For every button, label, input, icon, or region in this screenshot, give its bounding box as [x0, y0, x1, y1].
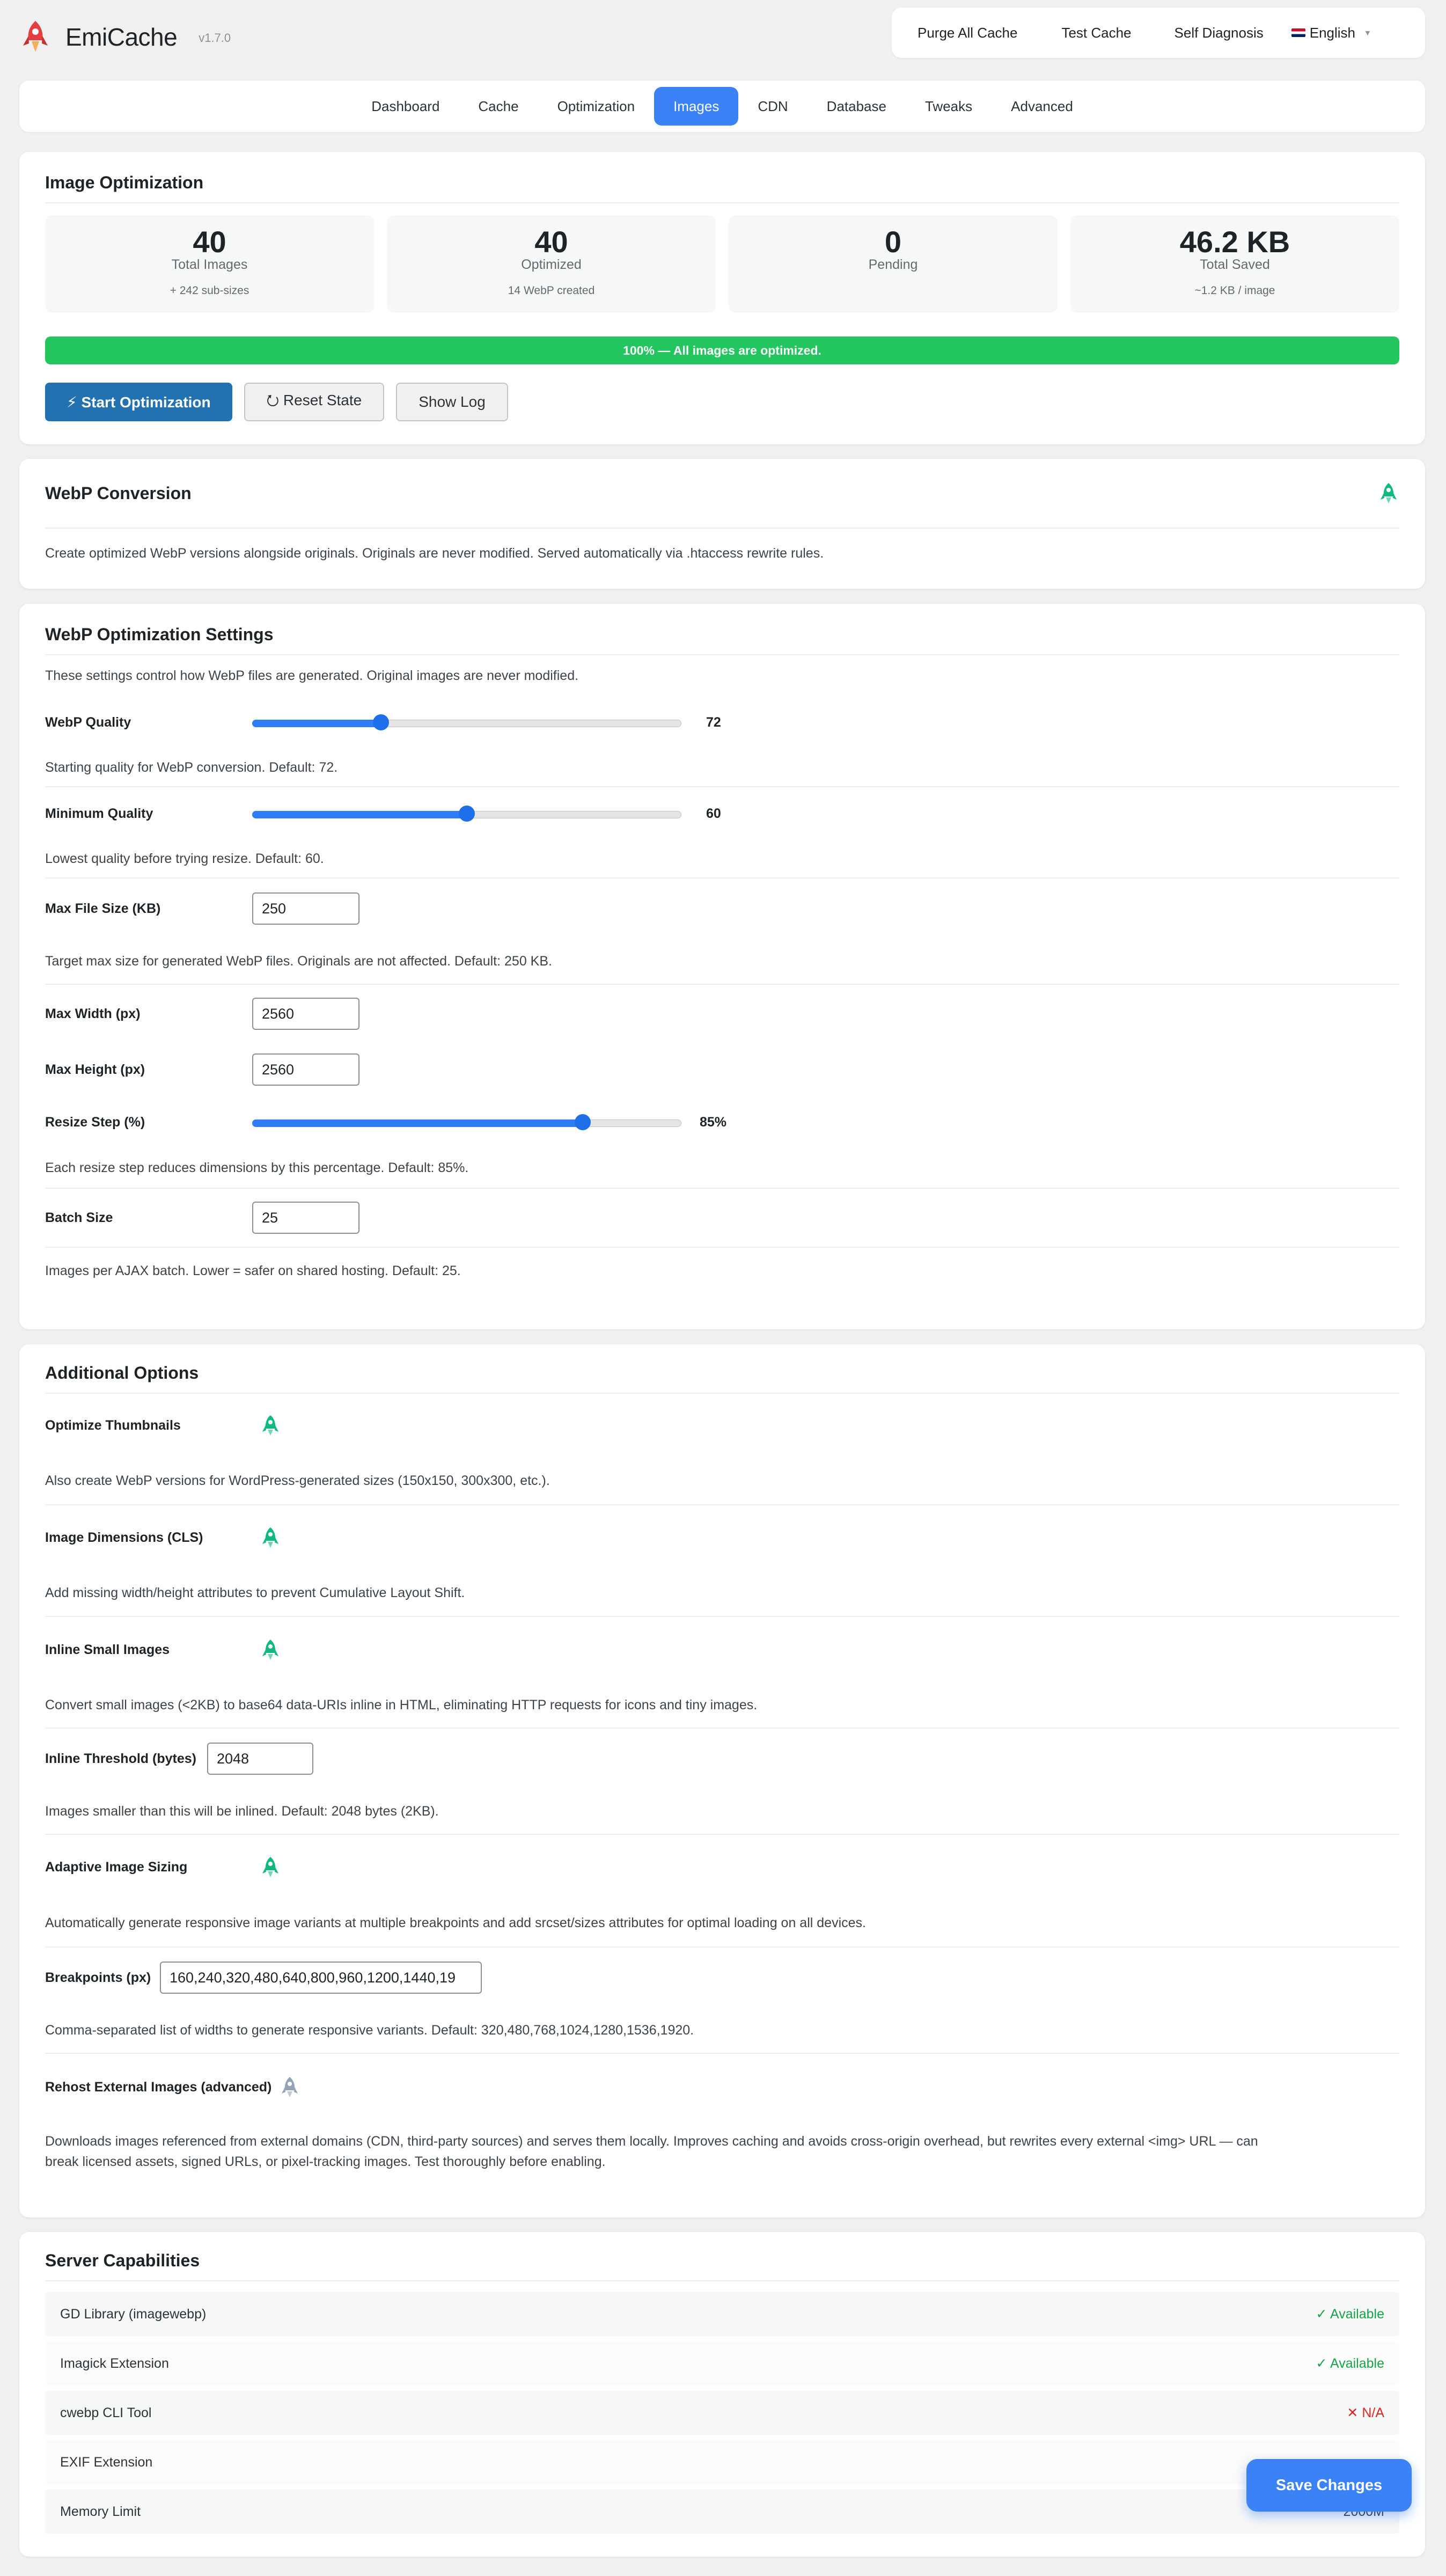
setting-description [45, 2120, 1399, 2172]
webp-quality-slider[interactable] [252, 718, 681, 727]
webp-quality-row [45, 696, 1399, 749]
reset-state-button[interactable]: ⭮ Reset State [244, 383, 385, 421]
stat-label: Optimized [521, 257, 582, 272]
optimization-actions [45, 383, 1399, 421]
stat-sub: + 242 sub-sizes [170, 284, 249, 297]
capability-status: ✓ Available [1316, 2356, 1384, 2371]
max-width-input[interactable]: 2560 [252, 998, 359, 1030]
setting-description: Target max size for generated WebP files. Originals are not affected. Default: 250 KB. [45, 939, 1399, 985]
min-quality-slider[interactable] [252, 809, 681, 818]
stat-value: 0 [884, 225, 902, 259]
slider-fill [252, 720, 381, 727]
stat-total-saved [1070, 215, 1399, 313]
resize-step-slider[interactable] [252, 1117, 681, 1127]
setting-description: Each resize step reduces dimensions by this percentage. Default: 85%. [45, 1148, 1399, 1189]
top-bar [19, 8, 1425, 67]
breakpoints-input[interactable]: 160,240,320,480,640,800,960,1200,1440,19 [160, 1962, 482, 1994]
capability-status: ✓ Available [1316, 2307, 1384, 2322]
resize-step-row [45, 1096, 1399, 1148]
inline-small-images-row [45, 1617, 1399, 1682]
brand [19, 18, 231, 56]
stat-value: 40 [534, 225, 568, 259]
setting-description: Add missing width/height attributes to prevent Cumulative Layout Shift. [45, 1570, 1399, 1617]
additional-options-card [19, 1344, 1425, 2218]
card-header [45, 152, 1399, 203]
setting-label: Rehost External Images (advanced) [45, 2079, 272, 2095]
save-changes-button[interactable]: Save Changes [1246, 2459, 1412, 2512]
setting-description: Automatically generate responsive image variants at multiple breakpoints and add srcset/sizes attributes for optimal loading on all devices. [45, 1899, 1399, 1948]
tab-advanced[interactable]: Advanced [1011, 98, 1073, 114]
breakpoints-row [45, 1948, 1399, 2008]
tab-tweaks[interactable]: Tweaks [924, 98, 973, 114]
card-title: WebP Conversion [45, 483, 192, 503]
card-title: Additional Options [45, 1363, 199, 1382]
setting-label: Image Dimensions (CLS) [45, 1529, 203, 1545]
setting-label: Max Width (px) [45, 1006, 141, 1021]
adaptive-image-sizing-toggle[interactable] [260, 1855, 281, 1879]
batch-size-row [45, 1189, 1399, 1248]
setting-label: Adaptive Image Sizing [45, 1859, 188, 1875]
batch-size-input[interactable]: 25 [252, 1202, 359, 1234]
optimize-thumbnails-toggle[interactable] [260, 1414, 281, 1437]
capability-row [45, 2341, 1399, 2385]
optimize-thumbnails-row [45, 1394, 1399, 1457]
rehost-external-images-row [45, 2054, 1399, 2120]
rehost-external-images-toggle[interactable] [279, 2075, 300, 2099]
capability-row [45, 2440, 1399, 2484]
webp-conversion-toggle[interactable] [1378, 481, 1399, 505]
stats-grid [45, 215, 1399, 313]
image-optimization-card [19, 152, 1425, 444]
setting-label: Max File Size (KB) [45, 901, 161, 916]
stat-total-images [45, 215, 374, 313]
slider-thumb[interactable] [459, 806, 475, 822]
inline-threshold-input[interactable]: 2048 [207, 1743, 313, 1775]
tab-dashboard[interactable]: Dashboard [371, 98, 440, 114]
card-header [45, 2232, 1399, 2281]
language-label: English [1309, 24, 1356, 41]
card-header [45, 459, 1399, 529]
slider-thumb[interactable] [373, 714, 389, 730]
adaptive-image-sizing-row [45, 1835, 1399, 1899]
progress-text: 100% — All images are optimized. [623, 343, 821, 357]
capability-row [45, 2490, 1399, 2534]
setting-description: Comma-separated list of widths to generate responsive variants. Default: 320,480,768,1024,1280,1536,1920. [45, 2008, 1399, 2054]
capabilities-list [45, 2292, 1399, 2534]
slider-fill [252, 1119, 583, 1127]
setting-description: Lowest quality before trying resize. Default: 60. [45, 840, 1399, 879]
max-file-size-input[interactable]: 250 [252, 892, 359, 925]
tab-cdn[interactable]: CDN [758, 98, 788, 114]
card-title: Image Optimization [45, 173, 204, 192]
tab-optimization[interactable]: Optimization [557, 98, 635, 114]
max-file-size-row [45, 879, 1399, 939]
purge-all-cache-button[interactable]: Purge All Cache [917, 24, 1018, 41]
stat-pending [729, 215, 1058, 313]
setting-label: Minimum Quality [45, 806, 153, 821]
slider-fill [252, 811, 467, 818]
max-height-input[interactable]: 2560 [252, 1053, 359, 1086]
setting-label: Inline Threshold (bytes) [45, 1751, 196, 1766]
card-header [45, 1344, 1399, 1394]
stat-label: Pending [868, 257, 918, 272]
stat-sub: 14 WebP created [508, 284, 595, 297]
stat-label: Total Saved [1200, 257, 1270, 272]
setting-description: Also create WebP versions for WordPress-generated sizes (150x150, 300x300, etc.). [45, 1457, 1399, 1505]
slider-thumb[interactable] [575, 1114, 591, 1130]
stat-value: 46.2 KB [1179, 225, 1290, 259]
capability-name: Imagick Extension [60, 2355, 169, 2371]
self-diagnosis-button[interactable]: Self Diagnosis [1174, 24, 1264, 41]
card-header [45, 604, 1399, 655]
start-optimization-button[interactable]: ⚡ Start Optimization [45, 383, 232, 421]
card-title: WebP Optimization Settings [45, 625, 274, 644]
capability-row [45, 2292, 1399, 2336]
slider-value: 72 [706, 714, 721, 730]
setting-description: Starting quality for WebP conversion. Default: 72. [45, 749, 1399, 787]
capability-name: EXIF Extension [60, 2454, 153, 2470]
setting-label: Breakpoints (px) [45, 1970, 151, 1985]
slider-value: 85% [700, 1114, 727, 1130]
inline-threshold-row [45, 1729, 1399, 1789]
stat-value: 40 [193, 225, 226, 259]
tab-database[interactable]: Database [826, 98, 886, 114]
test-cache-button[interactable]: Test Cache [1061, 24, 1132, 41]
capability-status: ✕ N/A [1347, 2405, 1384, 2420]
setting-label: Optimize Thumbnails [45, 1417, 181, 1433]
inline-small-images-toggle[interactable] [260, 1638, 281, 1662]
setting-description: Images per AJAX batch. Lower = safer on shared hosting. Default: 25. [45, 1263, 461, 1278]
image-dimensions-row [45, 1505, 1399, 1570]
capability-name: cwebp CLI Tool [60, 2405, 152, 2420]
server-capabilities-card [19, 2232, 1425, 2557]
optimization-progress-bar [45, 336, 1399, 364]
min-quality-row [45, 787, 1399, 840]
brand-name: EmiCache [65, 23, 178, 51]
capability-name: Memory Limit [60, 2504, 141, 2519]
settings-intro: These settings control how WebP files are generated. Original images are never modified. [45, 668, 579, 683]
tab-images[interactable]: Images [654, 87, 738, 126]
webp-settings-card [19, 604, 1425, 1329]
capability-row [45, 2391, 1399, 2435]
header-actions [892, 8, 1425, 58]
rehost-description-line-2: break licensed assets, signed URLs, or pixel-tracking images. Test thoroughly before enabling. [45, 2154, 606, 2169]
setting-label: Inline Small Images [45, 1642, 170, 1657]
setting-description: Convert small images (<2KB) to base64 data-URIs inline in HTML, eliminating HTTP requests for icons and tiny images. [45, 1682, 1399, 1729]
capability-name: GD Library (imagewebp) [60, 2306, 207, 2322]
version-label: v1.7.0 [199, 31, 231, 45]
setting-label: WebP Quality [45, 714, 131, 730]
stat-label: Total Images [171, 257, 248, 272]
setting-label: Max Height (px) [45, 1062, 145, 1077]
setting-label: Batch Size [45, 1210, 113, 1225]
uk-flag-icon [1291, 28, 1305, 37]
max-width-row [45, 985, 1399, 1043]
max-height-row [45, 1043, 1399, 1096]
setting-description: Images smaller than this will be inlined. Default: 2048 bytes (2KB). [45, 1789, 1399, 1835]
rocket-logo-icon [19, 18, 52, 56]
webp-conversion-card [19, 459, 1425, 589]
stat-optimized [387, 215, 716, 313]
show-log-button[interactable]: Show Log [396, 383, 508, 421]
slider-value: 60 [706, 806, 721, 821]
card-title: Server Capabilities [45, 2251, 200, 2270]
main-tabs [19, 80, 1425, 132]
stat-sub: ~1.2 KB / image [1194, 284, 1275, 297]
card-description: Create optimized WebP versions alongside originals. Originals are never modified. Served automatically via .htaccess rewrite rules. [45, 545, 824, 561]
setting-label: Resize Step (%) [45, 1114, 145, 1130]
tab-cache[interactable]: Cache [478, 98, 519, 114]
chevron-down-icon: ▼ [1364, 28, 1371, 37]
rehost-description-line-1: Downloads images referenced from external domains (CDN, third-party sources) and serves them locally. Improves caching and avoids cross-origin overhead, but rewrites every external <img> URL — can [45, 2134, 1258, 2149]
image-dimensions-toggle[interactable] [260, 1526, 281, 1549]
language-selector[interactable] [1291, 25, 1371, 41]
